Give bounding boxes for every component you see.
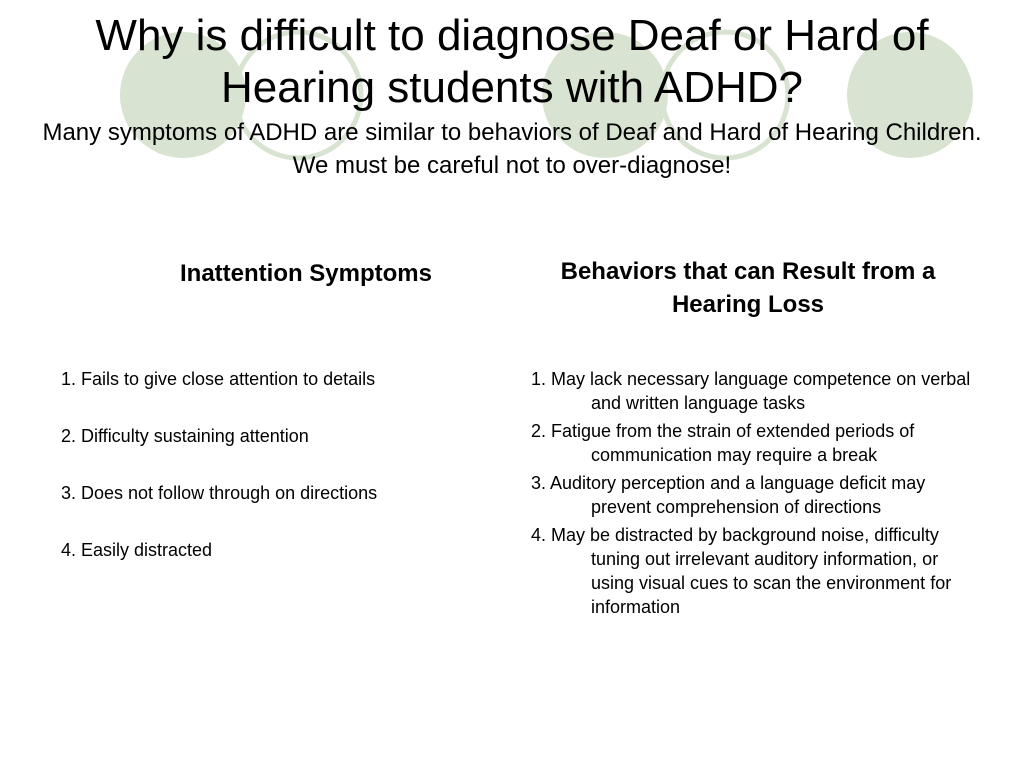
slide-title: Why is difficult to diagnose Deaf or Hard of Hearing students with ADHD?: [95, 11, 929, 112]
list-item: 3. Auditory perception and a language deficit may prevent comprehension of directions: [531, 473, 926, 517]
slide-subtitle: Many symptoms of ADHD are similar to behaviors of Deaf and Hard of Hearing Children. We must be careful not to over-diagnose!: [42, 119, 982, 179]
title-block: [40, 10, 984, 182]
list-item: 2. Fatigue from the strain of extended periods of communication may require a break: [531, 421, 915, 465]
list-item: 4. Easily distracted: [61, 540, 213, 560]
left-column-heading: Inattention Symptoms: [179, 260, 432, 287]
hearing-loss-behaviors-list: [531, 367, 971, 623]
list-item: 1. Fails to give close attention to details: [61, 369, 376, 389]
right-column-heading: Behaviors that can Result from a Hearing Loss: [560, 258, 936, 318]
list-item: 1. May lack necessary language competence on verbal and written language tasks: [531, 369, 971, 413]
inattention-symptoms-list: [61, 367, 481, 595]
list-item: 2. Difficulty sustaining attention: [61, 426, 309, 446]
list-item: 3. Does not follow through on directions: [61, 483, 378, 503]
list-item: 4. May be distracted by background noise, difficulty tuning out irrelevant auditory information, or using visual cues to scan the environment for information: [531, 525, 952, 617]
